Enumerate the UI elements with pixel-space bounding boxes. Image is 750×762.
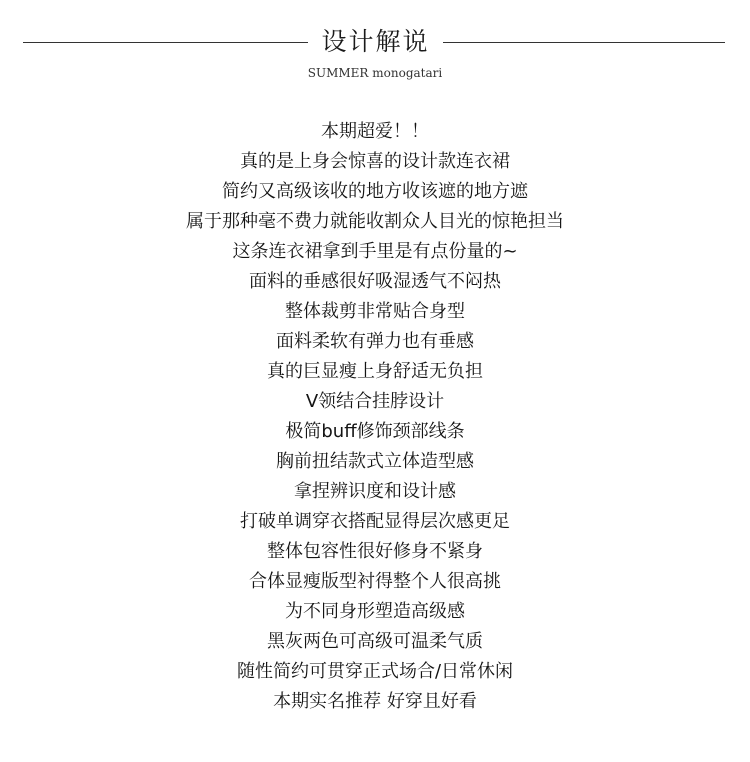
section-subtitle: SUMMER monogatari	[307, 66, 443, 80]
section-title: 设计解说	[321, 27, 430, 56]
description-line: 整体包容性很好修身不紧身	[267, 541, 483, 562]
description-line: 属于那种毫不费力就能收割众人目光的惊艳担当	[186, 211, 564, 232]
description-line: 真的巨显瘦上身舒适无负担	[267, 361, 483, 382]
description-line: 合体显瘦版型衬得整个人很高挑	[249, 571, 501, 592]
description-line: V领结合挂脖设计	[305, 391, 445, 412]
description-line: 极简buff修饰颈部线条	[285, 421, 465, 442]
description-line: 胸前扭结款式立体造型感	[276, 451, 474, 472]
description-line: 打破单调穿衣搭配显得层次感更足	[240, 511, 510, 532]
description-line: 这条连衣裙拿到手里是有点份量的~	[232, 241, 518, 262]
header-divider-right	[443, 42, 725, 43]
description-line: 黑灰两色可高级可温柔气质	[267, 631, 483, 652]
description-line: 整体裁剪非常贴合身型	[285, 301, 465, 322]
description-line: 拿捏辨识度和设计感	[294, 481, 456, 502]
section-header	[0, 0, 750, 100]
description-line: 为不同身形塑造高级感	[285, 601, 465, 622]
description-line: 本期超爱！！	[321, 121, 429, 142]
description-line: 面料的垂感很好吸湿透气不闷热	[249, 271, 501, 292]
description-line: 本期实名推荐 好穿且好看	[273, 691, 477, 712]
description-line: 面料柔软有弹力也有垂感	[276, 331, 474, 352]
description-line: 真的是上身会惊喜的设计款连衣裙	[240, 151, 510, 172]
description-line: 随性简约可贯穿正式场合/日常休闲	[236, 661, 514, 682]
header-divider-left	[23, 42, 308, 43]
design-description	[0, 117, 750, 717]
description-line: 简约又高级该收的地方收该遮的地方遮	[222, 181, 528, 202]
